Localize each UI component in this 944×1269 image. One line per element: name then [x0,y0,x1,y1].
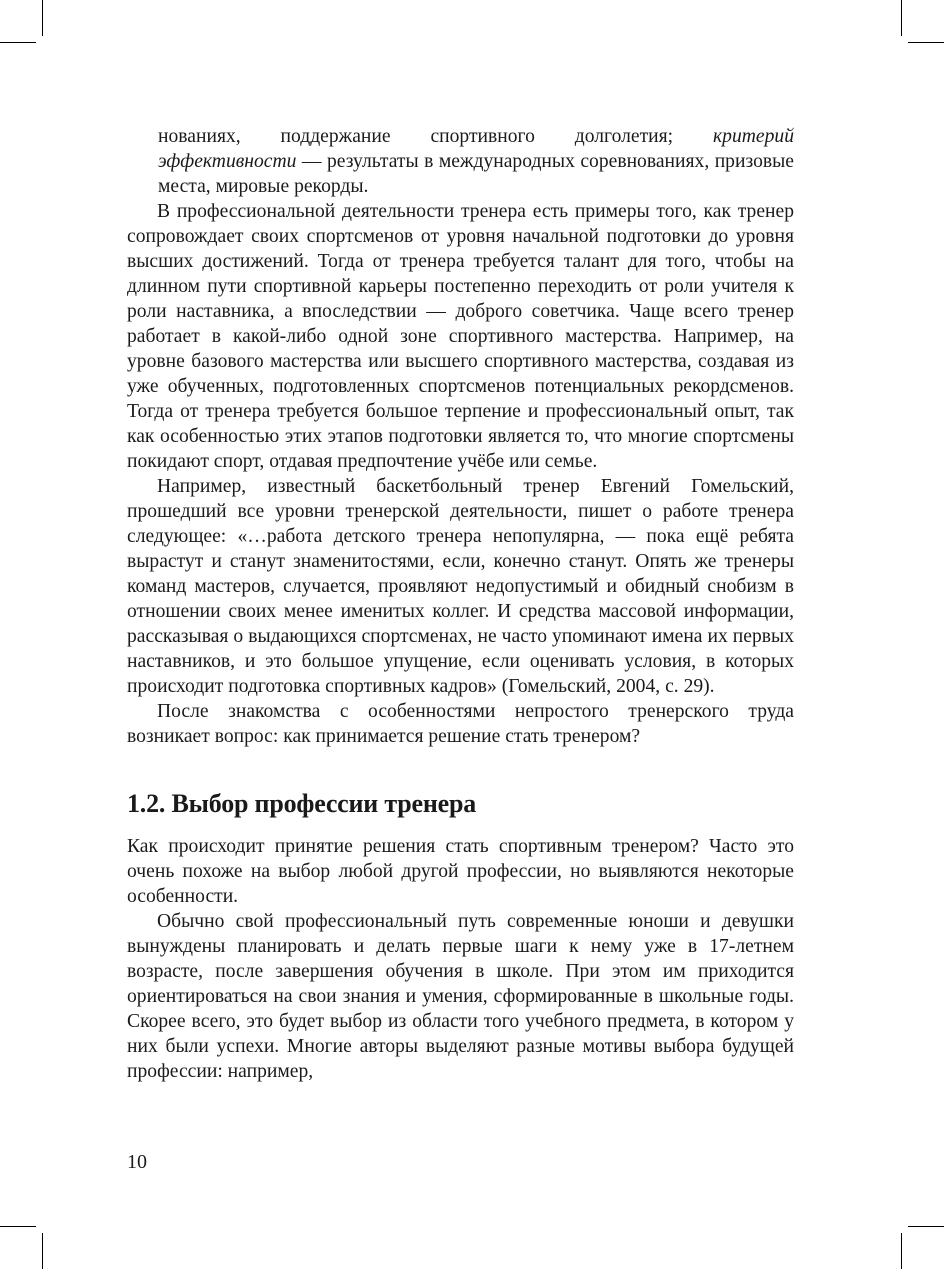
crop-mark-top-right [901,0,902,36]
crop-mark-top-left-h [0,42,36,43]
continuation-paragraph [127,124,794,199]
crop-mark-top-right-h [908,42,944,43]
body-paragraph: Обычно свой профессиональный путь современные юноши и девушки вынуждены планировать и делать первые шаги к нему уже в 17-летнем возрасте, после завершения обучения в школе. При этом им приходится ориентироваться на свои знания и умения, сформированные в школьные годы. Скорее всего, это будет выбор из области того учебного предмета, в котором у них были успехи. Многие авторы выделяют разные мотивы выбора будущей профессии: например, [127,911,794,1082]
continuation-text-end: — результаты в международных соревнованиях, призовые места, мировые рекорды. [158,151,794,197]
page-number: 10 [127,1151,147,1173]
section-first-paragraph: Как происходит принятие решения стать спортивным тренером? Часто это очень похоже на выбор любой другой профессии, но выявляются некоторые особенности. [127,836,794,907]
crop-mark-bottom-right [901,1233,902,1269]
section-heading: 1.2. Выбор профессии тренера [127,789,477,818]
continuation-italic-term: критерий эффективности [158,126,794,172]
body-paragraph: Например, известный баскетбольный тренер Евгений Гомельский, прошедший все уровни тренерской деятельности, пишет о работе тренера следующее: «…работа детского тренера непопулярна, — пока ещё ребята вырастут и станут знаменитостями, если, конечно станут. Опять же тренеры команд мастеров, случается, проявляют недопустимый и обидный снобизм в отношении своих менее именитых коллег. И средства массовой информации, рассказывая о выдающихся спортсменах, не часто упоминают имена их первых наставников, и это большое упущение, если оценивать условия, в которых происходит подготовка спортивных кадров» (Гомельский, 2004, с. 29). [127,476,794,697]
continuation-text-start: нованиях, поддержание спортивного долголетия; [158,126,713,147]
body-paragraph: После знакомства с особенностями непростого тренерского труда возникает вопрос: как принимается решение стать тренером? [127,701,794,747]
crop-mark-bottom-left [42,1233,43,1269]
crop-mark-bottom-left-h [0,1226,36,1227]
page-body [127,124,794,1084]
crop-mark-bottom-right-h [908,1226,944,1227]
body-paragraph: В профессиональной деятельности тренера есть примеры того, как тренер сопровождает своих спортсменов от уровня начальной подготовки до уровня высших достижений. Тогда от тренера требуется талант для того, чтобы на длинном пути спортивной карьеры постепенно переходить от роли учителя к роли наставника, а впоследствии — доброго советчика. Чаще всего тренер работает в какой-либо одной зоне спортивного мастерства. Например, на уровне базового мастерства или высшего спортивного мастерства, создавая из уже обученных, подготовленных спортсменов потенциальных рекордсменов. Тогда от тренера требуется большое терпение и профессиональный опыт, так как особенностью этих этапов подготовки является то, что многие спортсмены покидают спорт, отдавая предпочтение учёбе или семье. [127,201,794,472]
crop-mark-top-left [42,0,43,36]
